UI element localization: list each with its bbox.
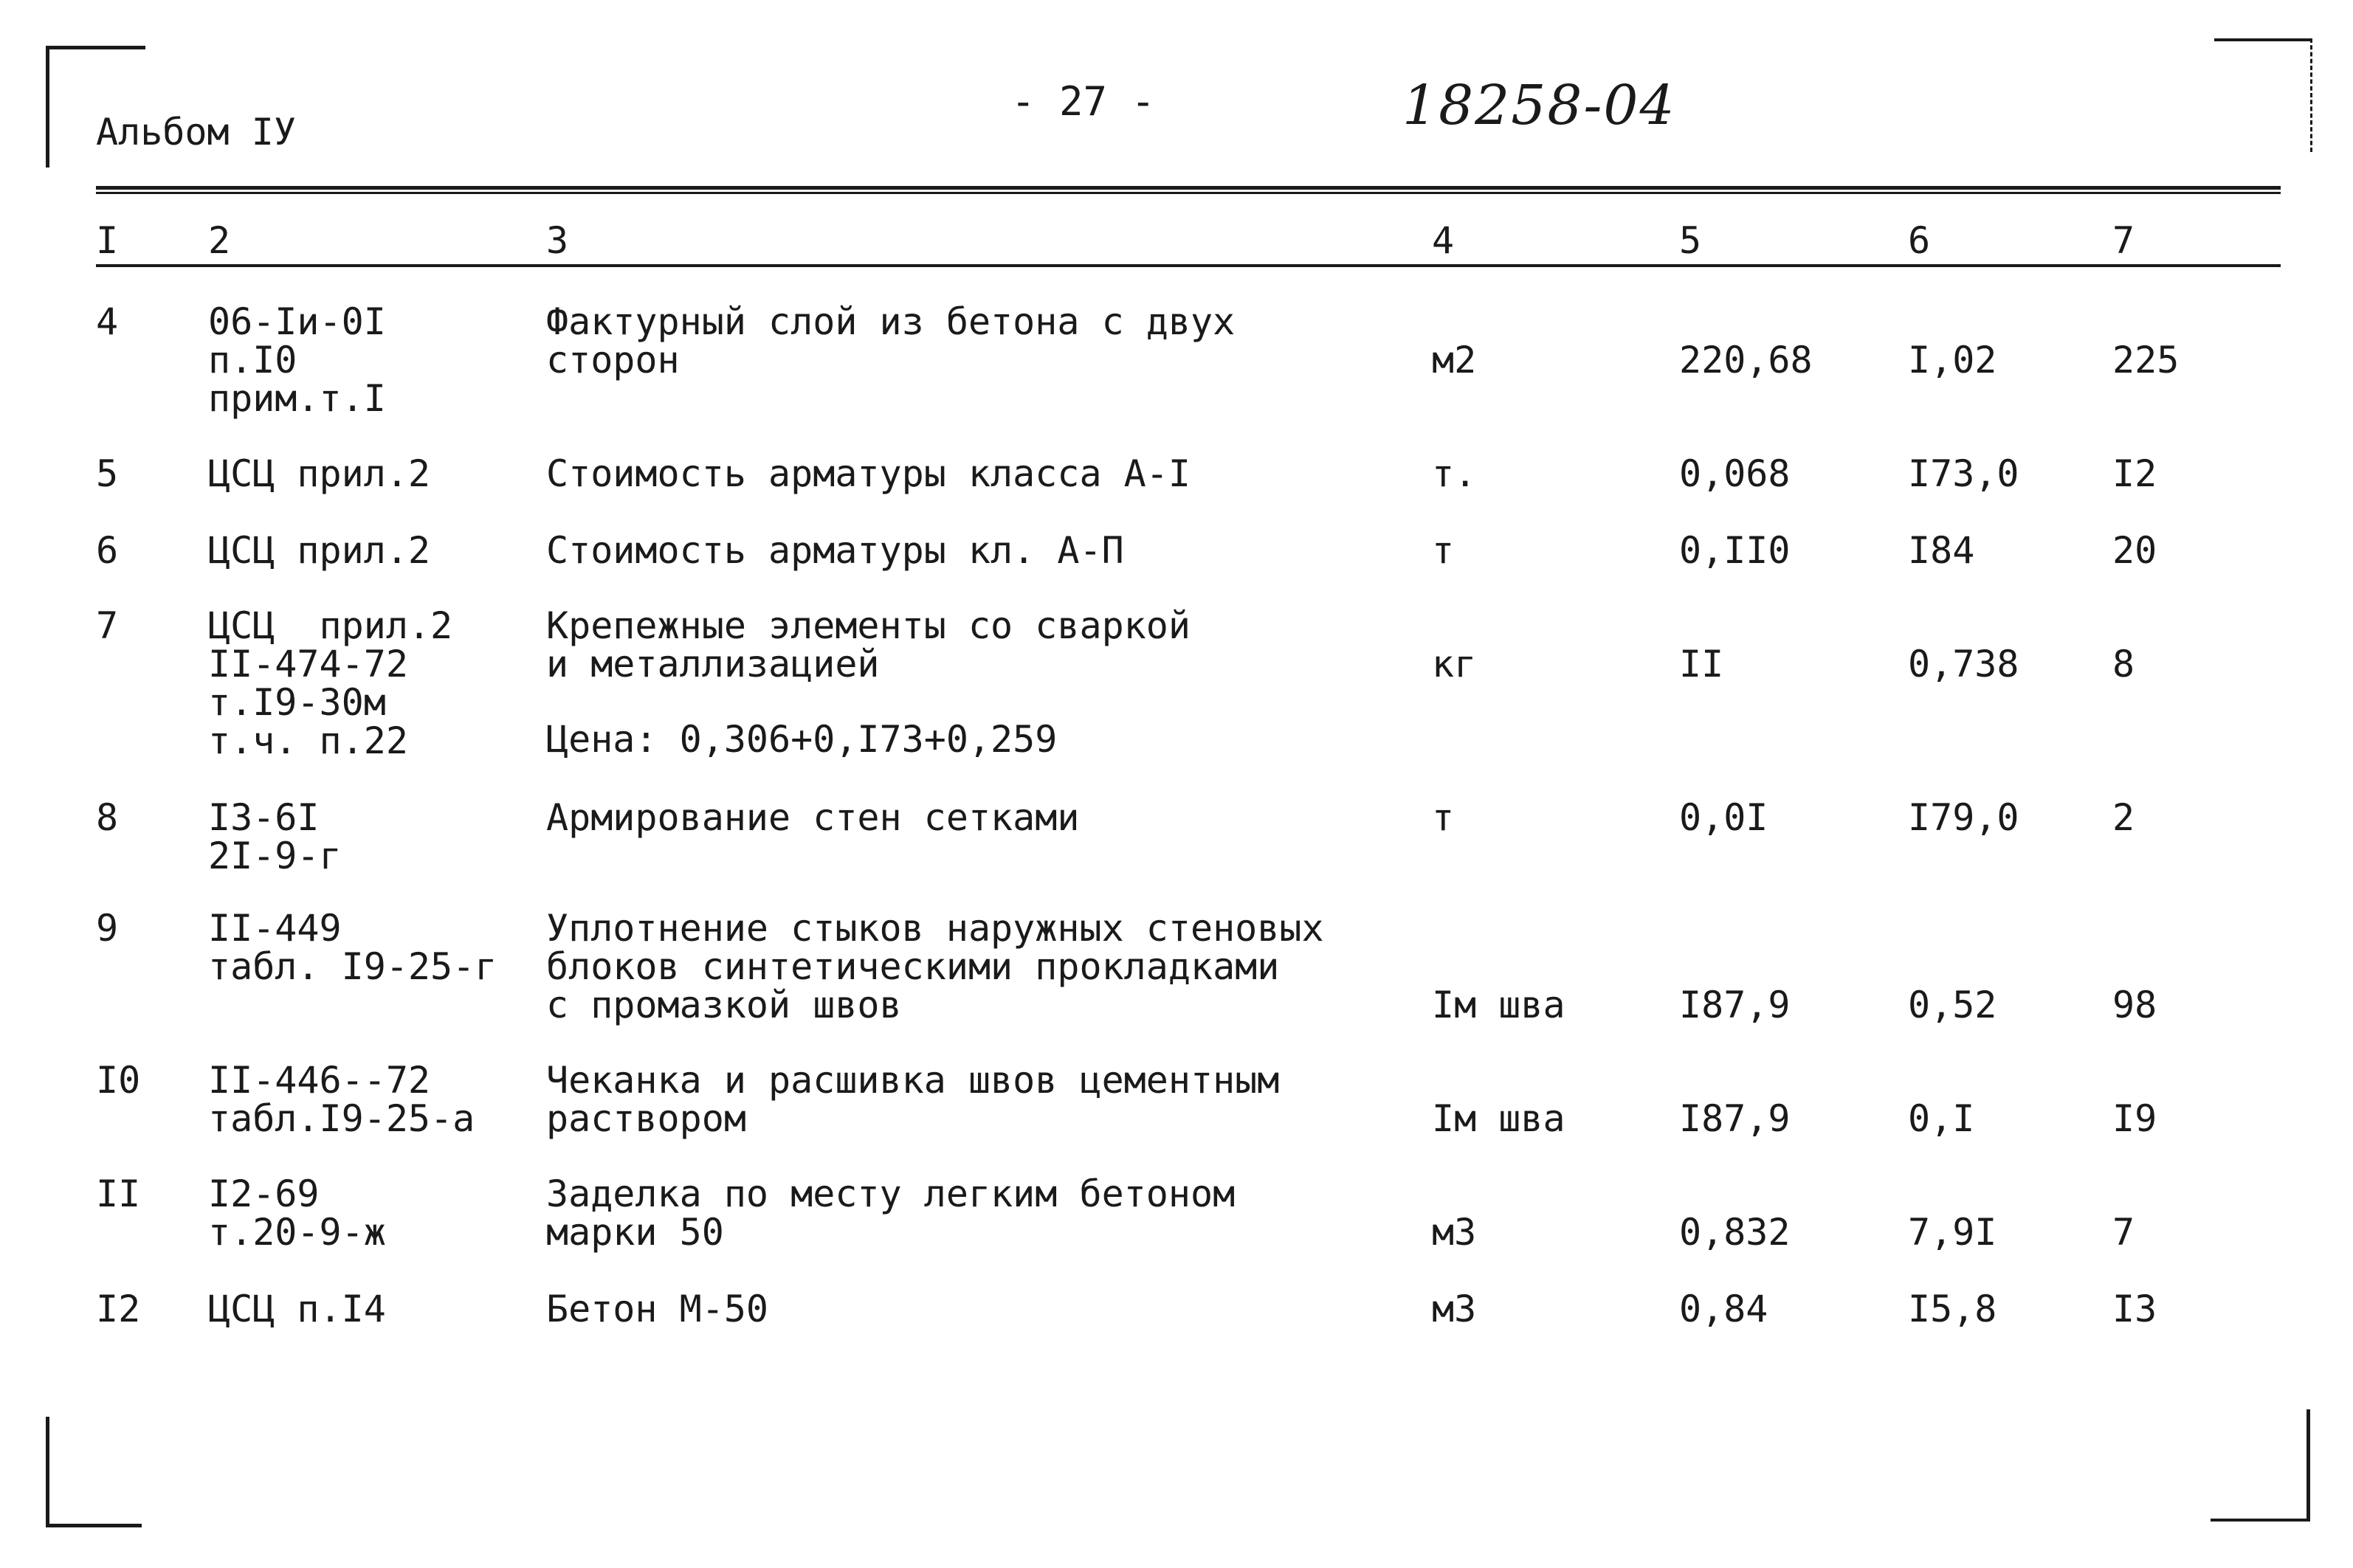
row-total: 7 — [2112, 1211, 2135, 1254]
row-number: I2 — [96, 1288, 141, 1330]
row-price: 0,52 — [1908, 984, 1997, 1026]
row-description: Чеканка и расшивка швов цементным раствором — [546, 1059, 1280, 1140]
row-code: I2-69 т.20-9-ж — [208, 1172, 386, 1254]
frame-corner-top-right — [2214, 38, 2312, 152]
row-total: 98 — [2112, 984, 2157, 1026]
row-description: Армирование стен сетками — [546, 796, 1080, 839]
column-header-7: 7 — [2112, 219, 2135, 262]
row-quantity: I87,9 — [1679, 984, 1791, 1026]
row-number: I0 — [96, 1059, 141, 1102]
row-description: Бетон М-50 — [546, 1288, 769, 1330]
row-quantity: 0,0I — [1679, 796, 1768, 839]
row-unit: т — [1432, 796, 1455, 839]
row-number: 5 — [96, 452, 119, 495]
row-code: I3-6I 2I-9-г — [208, 796, 342, 877]
row-total: 2 — [2112, 796, 2135, 839]
row-price: I84 — [1908, 529, 1975, 572]
row-price: I79,0 — [1908, 796, 2019, 839]
row-price: I73,0 — [1908, 452, 2019, 495]
price-breakdown-note: Цена: 0,306+0,I73+0,259 — [546, 718, 1058, 761]
row-unit: м3 — [1432, 1211, 1477, 1254]
row-code: 06-Iи-0I п.I0 прим.т.I — [208, 300, 386, 420]
row-quantity: 0,II0 — [1679, 529, 1791, 572]
row-total: I2 — [2112, 452, 2157, 495]
row-total: 20 — [2112, 529, 2157, 572]
row-number: 8 — [96, 796, 119, 839]
row-quantity: II — [1679, 643, 1724, 685]
frame-corner-bottom-left — [46, 1417, 142, 1527]
row-code: ЦСЦ прил.2 — [208, 529, 431, 572]
column-header-5: 5 — [1679, 219, 1702, 262]
header-rule — [96, 186, 2281, 194]
row-total: I3 — [2112, 1288, 2157, 1330]
row-unit: Iм шва — [1432, 984, 1565, 1026]
row-quantity: 0,068 — [1679, 452, 1791, 495]
row-price: I,02 — [1908, 339, 1997, 381]
column-header-2: 2 — [208, 219, 231, 262]
row-quantity: I87,9 — [1679, 1097, 1791, 1140]
row-description: Уплотнение стыков наружных стеновых блоков синтетическими прокладками с промазкой швов — [546, 907, 1324, 1026]
row-price: 0,I — [1908, 1097, 1975, 1140]
row-price: I5,8 — [1908, 1288, 1997, 1330]
page-number: - 27 - — [1011, 78, 1156, 125]
column-header-6: 6 — [1908, 219, 1931, 262]
column-header-rule — [96, 264, 2281, 267]
row-number: 7 — [96, 604, 119, 647]
row-code: II-446--72 табл.I9-25-а — [208, 1059, 475, 1140]
row-price: 0,738 — [1908, 643, 2019, 685]
row-quantity: 0,84 — [1679, 1288, 1768, 1330]
row-code: II-449 табл. I9-25-г — [208, 907, 497, 988]
row-code: ЦСЦ прил.2 II-474-72 т.I9-30м т.ч. п.22 — [208, 604, 453, 762]
row-unit: т — [1432, 529, 1455, 572]
row-description: Стоимость арматуры кл. А-П — [546, 529, 1124, 572]
row-total: I9 — [2112, 1097, 2157, 1140]
row-unit: т. — [1432, 452, 1477, 495]
row-quantity: 220,68 — [1679, 339, 1813, 381]
row-unit: Iм шва — [1432, 1097, 1565, 1140]
row-number: II — [96, 1172, 141, 1215]
document-number: 18258-04 — [1402, 74, 1676, 137]
column-header-1: I — [96, 219, 119, 262]
row-unit: кг — [1432, 643, 1477, 685]
row-description: Фактурный слой из бетона с двух сторон — [546, 300, 1236, 381]
row-code: ЦСЦ п.I4 — [208, 1288, 386, 1330]
frame-corner-bottom-right — [2211, 1409, 2310, 1522]
column-header-4: 4 — [1432, 219, 1455, 262]
column-header-3: 3 — [546, 219, 569, 262]
row-total: 8 — [2112, 643, 2135, 685]
row-price: 7,9I — [1908, 1211, 1997, 1254]
row-unit: м3 — [1432, 1288, 1477, 1330]
row-description: Стоимость арматуры класса А-I — [546, 452, 1191, 495]
album-label: Альбом IУ — [96, 111, 296, 153]
row-total: 225 — [2112, 339, 2180, 381]
row-description: Заделка по месту легким бетоном марки 50 — [546, 1172, 1236, 1254]
row-number: 4 — [96, 300, 119, 343]
row-description: Крепежные элементы со сваркой и металлизацией — [546, 604, 1191, 685]
row-quantity: 0,832 — [1679, 1211, 1791, 1254]
row-number: 9 — [96, 907, 119, 950]
row-number: 6 — [96, 529, 119, 572]
row-code: ЦСЦ прил.2 — [208, 452, 431, 495]
row-unit: м2 — [1432, 339, 1477, 381]
